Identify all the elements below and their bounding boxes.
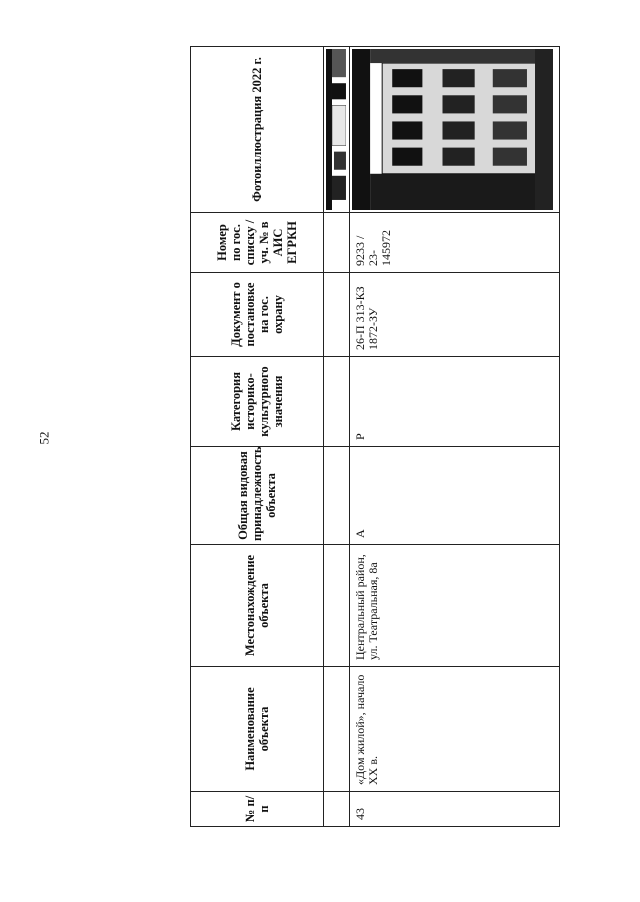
cell-name: «Дом жилой», начало XX в. — [349, 667, 559, 792]
header-location: Местонахождение объекта — [191, 545, 324, 667]
prev-cell-type — [324, 447, 349, 545]
prev-cell-category — [324, 357, 349, 447]
heritage-objects-table — [190, 46, 560, 827]
prev-cell-document — [324, 273, 349, 357]
header-number: № п/п — [191, 792, 324, 827]
photo-cell — [349, 47, 559, 213]
photo-stairs-image — [326, 49, 346, 210]
cell-type: А — [349, 447, 559, 545]
cell-registry: 9233 / 23-145972 — [349, 213, 559, 273]
page-number: 52 — [36, 431, 52, 445]
table-header-row — [191, 47, 324, 827]
prev-cell-location — [324, 545, 349, 667]
prev-photo-cell — [324, 47, 349, 213]
prev-cell-registry — [324, 213, 349, 273]
table-row-previous — [324, 47, 349, 827]
table-row — [349, 47, 559, 827]
photo-building-image — [352, 49, 553, 210]
prev-cell-number — [324, 792, 349, 827]
header-document: Документ о постановке на гос. охрану — [191, 273, 324, 357]
header-name: Наименование объекта — [191, 667, 324, 792]
cell-number: 43 — [349, 792, 559, 827]
header-category: Категория историко-культурного значения — [191, 357, 324, 447]
prev-cell-name — [324, 667, 349, 792]
cell-category: Р — [349, 357, 559, 447]
header-registry: Номер по гос. списку /уч. № в АИС ЕГРКН — [191, 213, 324, 273]
header-photo: Фотоиллюстрация 2022 г. — [191, 47, 324, 213]
heritage-table-wrapper — [190, 47, 560, 827]
header-type: Общая видовая принадлежность объекта — [191, 447, 324, 545]
cell-location: Центральный район, ул. Театральная, 8а — [349, 545, 559, 667]
cell-document: 26-П 313-КЗ 1872-ЗУ — [349, 273, 559, 357]
